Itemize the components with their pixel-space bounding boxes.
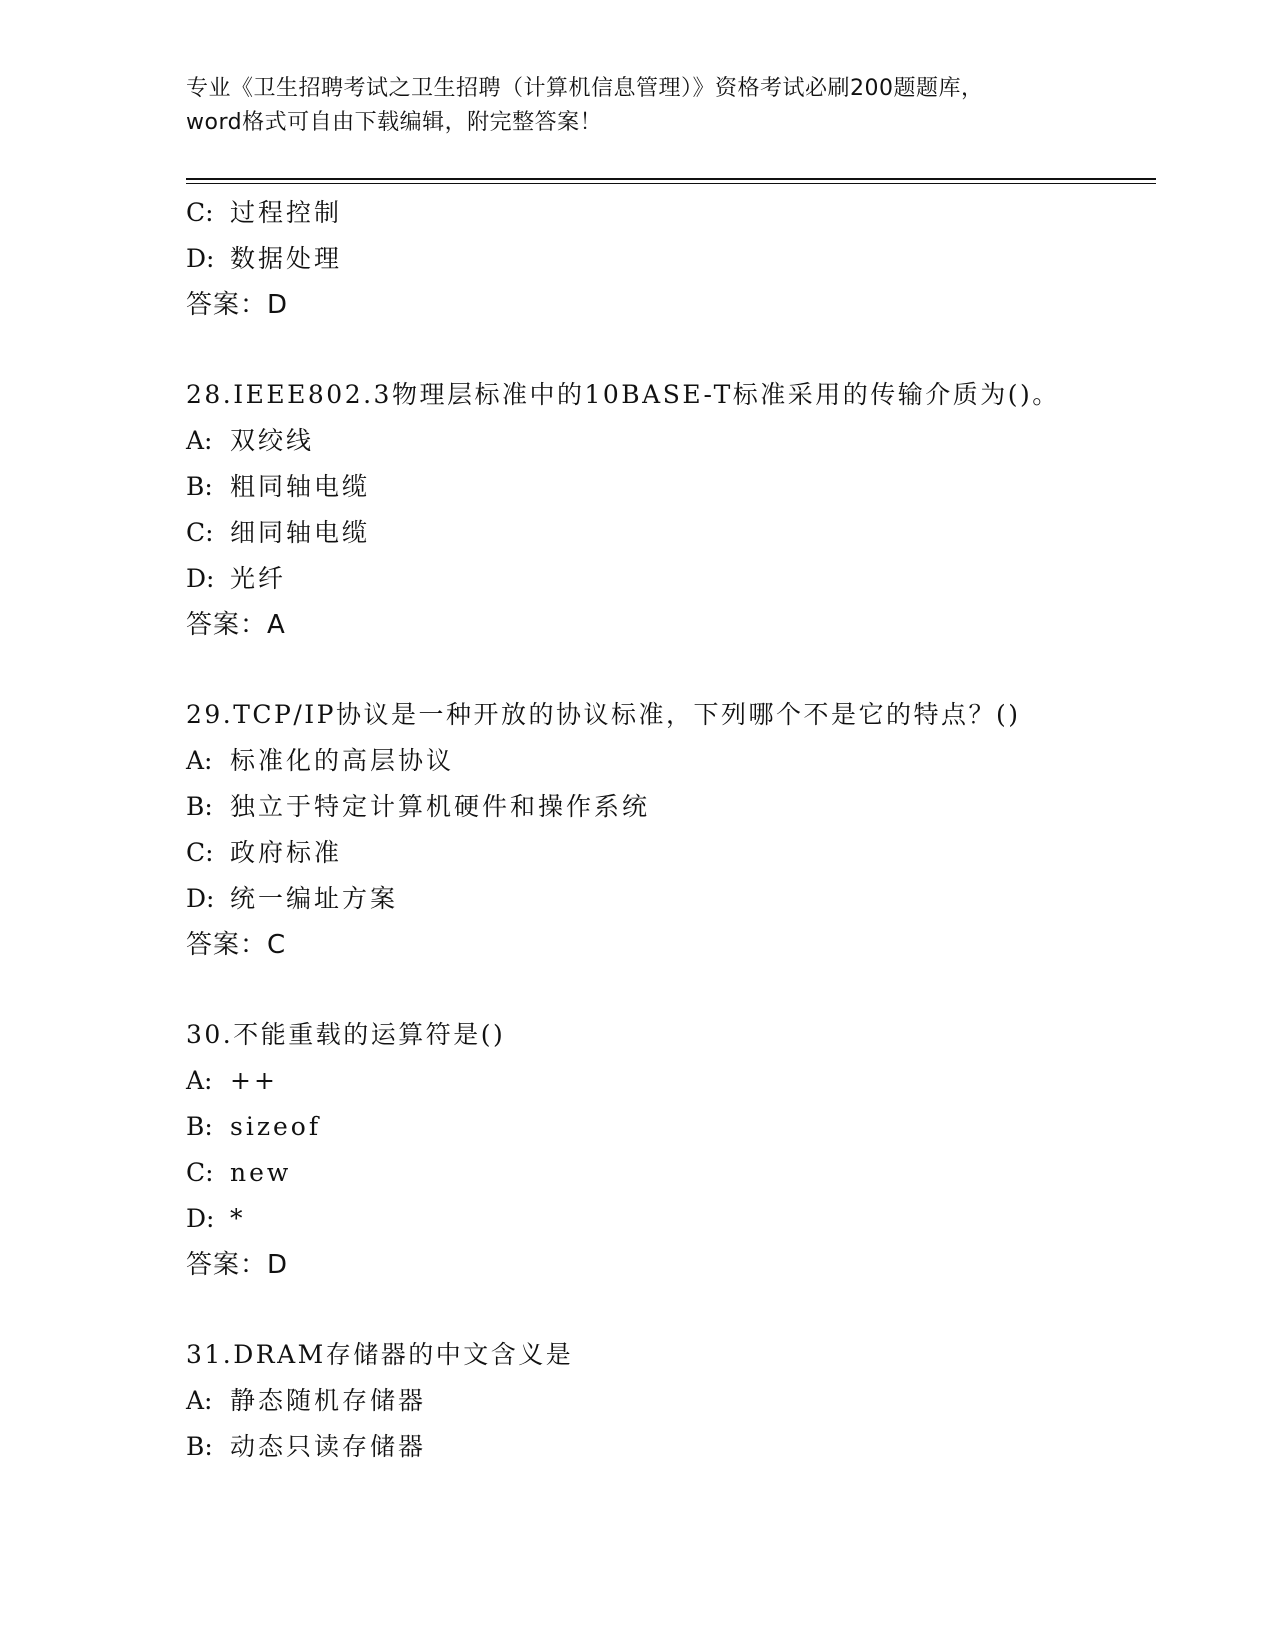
option-label: D:	[186, 884, 215, 913]
option-text: *	[230, 1204, 246, 1233]
answer-line: 答案：D	[186, 290, 289, 320]
option-text: 数据处理	[230, 244, 343, 273]
document-header	[186, 72, 1086, 140]
option-row	[186, 556, 1186, 602]
option-text: 光纤	[230, 564, 287, 593]
question-31	[186, 1332, 1186, 1470]
option-row	[186, 464, 1186, 510]
answer-line: 答案：C	[186, 930, 287, 960]
option-row	[186, 830, 1186, 876]
question-30	[186, 1012, 1186, 1288]
option-row	[186, 1196, 1186, 1242]
option-label: A:	[186, 1386, 213, 1415]
option-label: C:	[186, 838, 214, 867]
option-row	[186, 418, 1186, 464]
question-28	[186, 372, 1186, 648]
option-label: B:	[186, 472, 213, 501]
option-row	[186, 510, 1186, 556]
option-row	[186, 236, 1186, 282]
option-text: 静态随机存储器	[230, 1386, 427, 1415]
option-text: 双绞线	[230, 426, 315, 455]
option-text: 统一编址方案	[230, 884, 399, 913]
answer-line: 答案：A	[186, 610, 286, 640]
option-text: new	[230, 1158, 292, 1187]
option-label: D:	[186, 564, 215, 593]
option-label: D:	[186, 1204, 215, 1233]
option-label: B:	[186, 792, 213, 821]
question-29	[186, 692, 1186, 968]
question-title: 28.IEEE802.3物理层标准中的10BASE-T标准采用的传输介质为()。	[186, 380, 1060, 409]
option-text: 独立于特定计算机硬件和操作系统	[230, 792, 651, 821]
option-row	[186, 738, 1186, 784]
option-row	[186, 1150, 1186, 1196]
option-label: A:	[186, 1066, 213, 1095]
header-divider	[186, 178, 1156, 184]
question-title: 30.不能重载的运算符是()	[186, 1020, 506, 1049]
option-text: 动态只读存储器	[230, 1432, 427, 1461]
question-title: 31.DRAM存储器的中文含义是	[186, 1340, 574, 1369]
option-label: B:	[186, 1432, 213, 1461]
option-row	[186, 1424, 1186, 1470]
option-text: 粗同轴电缆	[230, 472, 371, 501]
option-row	[186, 190, 1186, 236]
option-row	[186, 1104, 1186, 1150]
option-row	[186, 1058, 1186, 1104]
option-label: D:	[186, 244, 215, 273]
option-text: 政府标准	[230, 838, 343, 867]
option-label: A:	[186, 746, 213, 775]
option-label: A:	[186, 426, 213, 455]
option-text: 细同轴电缆	[230, 518, 371, 547]
option-row	[186, 876, 1186, 922]
option-label: C:	[186, 1158, 214, 1187]
answer-line: 答案：D	[186, 1250, 289, 1280]
option-text: 过程控制	[230, 198, 343, 227]
option-label: B:	[186, 1112, 213, 1141]
option-row	[186, 784, 1186, 830]
option-text: sizeof	[230, 1112, 322, 1141]
option-label: C:	[186, 518, 214, 547]
prev-question-tail	[186, 190, 1186, 328]
document-body	[186, 190, 1186, 1470]
question-title: 29.TCP/IP协议是一种开放的协议标准，下列哪个不是它的特点？()	[186, 700, 1021, 729]
option-text: 标准化的高层协议	[230, 746, 455, 775]
header-line-1: 专业《卫生招聘考试之卫生招聘（计算机信息管理）》资格考试必刷200题题库，	[186, 76, 984, 101]
option-text: ++	[230, 1066, 278, 1095]
option-label: C:	[186, 198, 214, 227]
header-line-2: word格式可自由下载编辑，附完整答案！	[186, 110, 603, 135]
option-row	[186, 1378, 1186, 1424]
